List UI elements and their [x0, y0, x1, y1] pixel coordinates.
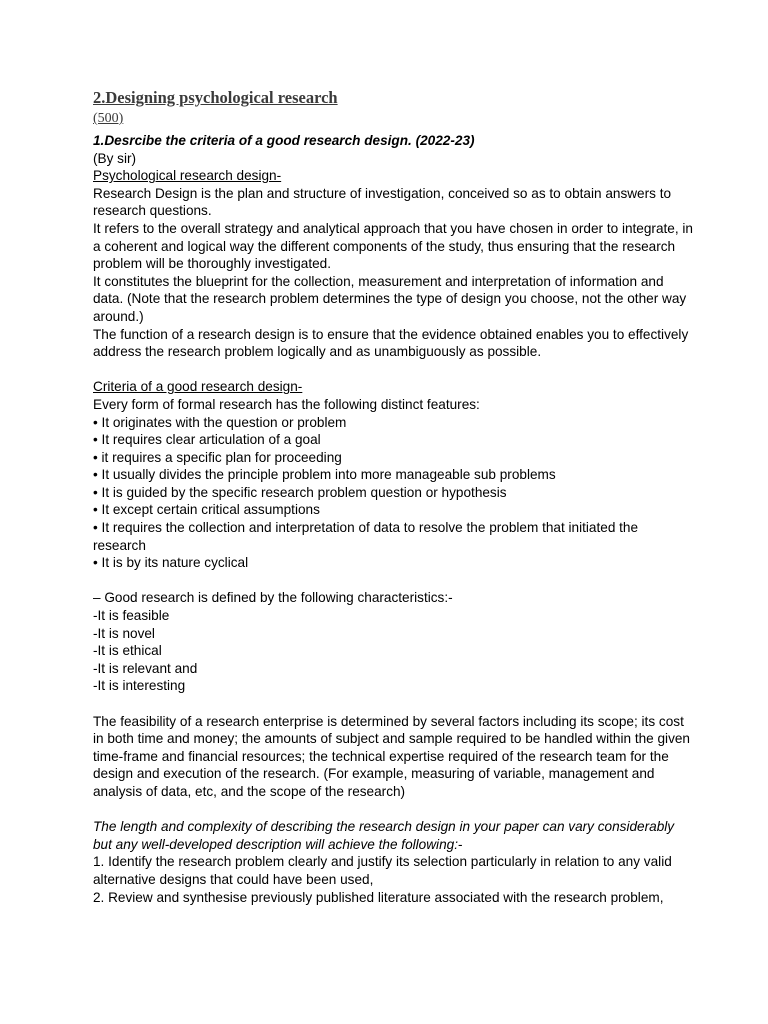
subheading-criteria: Criteria of a good research design-: [93, 379, 303, 395]
characteristic-item: -It is relevant and: [93, 660, 198, 676]
feature-item: • It except certain critical assumptions: [93, 502, 320, 518]
question-title: 1.Desrcibe the criteria of a good research design. (2022-23): [93, 133, 475, 148]
good-research-intro: – Good research is defined by the following characteristics:-: [93, 590, 453, 606]
paragraph-strategy: It refers to the overall strategy and analytical approach that you have chosen in order to integrate, in a coherent and logical way the different components of the study, thus ensuring that the research problem will be thoroughly investigated.: [93, 220, 693, 272]
paragraph-description-intro: [93, 818, 693, 853]
feature-item: • it requires a specific plan for proceeding: [93, 449, 342, 465]
numbered-item: 2. Review and synthesise previously published literature associated with the research problem,: [93, 889, 664, 905]
intro-dash: -: [457, 836, 463, 852]
subheading-design: Psychological research design-: [93, 168, 282, 184]
characteristic-item: -It is novel: [93, 625, 155, 641]
feature-item: • It is guided by the specific research problem question or hypothesis: [93, 484, 507, 500]
italic-intro-text: The length and complexity of describing the research design in your paper can vary considerably but any well-developed description will achieve the following:: [93, 819, 675, 852]
section-heading: 2.Designing psychological research: [93, 88, 338, 107]
paragraph-definition: Research Design is the plan and structure of investigation, conceived so as to obtain answers to research questions.: [93, 185, 672, 219]
feature-item: • It originates with the question or problem: [93, 414, 347, 430]
characteristic-item: -It is ethical: [93, 643, 162, 659]
marks-label: (500): [93, 111, 124, 126]
feature-item: • It requires clear articulation of a goal: [93, 432, 321, 448]
spacer: [93, 695, 693, 713]
feature-item: • It requires the collection and interpretation of data to resolve the problem that initiated the research: [93, 520, 639, 553]
features-intro: Every form of formal research has the following distinct features:: [93, 396, 480, 412]
paragraph-function: The function of a research design is to ensure that the evidence obtained enables you to effectively address the research problem logically and as unambiguously as possible.: [93, 326, 689, 360]
spacer: [93, 361, 693, 379]
numbered-item: 1. Identify the research problem clearly and justify its selection particularly in relation to any valid alternative designs that could have been used,: [93, 854, 672, 887]
spacer: [93, 801, 693, 819]
feature-item: • It usually divides the principle problem into more manageable sub problems: [93, 467, 556, 483]
paragraph-feasibility: The feasibility of a research enterprise is determined by several factors including its scope; its cost in both time and money; the amounts of subject and sample required to be handled within the given time-frame and financial resources; the technical expertise required of the research team for the design and execution of the research. (For example, measuring of variable, management and analysis of data, etc, and the scope of the research): [93, 713, 690, 799]
paragraph-blueprint: It constitutes the blueprint for the collection, measurement and interpretation of information and data. (Note that the research problem determines the type of design you choose, not the other way around.): [93, 273, 687, 324]
document-content: [93, 87, 693, 906]
characteristic-item: -It is feasible: [93, 608, 170, 624]
feature-item: • It is by its nature cyclical: [93, 555, 249, 571]
attribution: (By sir): [93, 150, 137, 166]
characteristic-item: -It is interesting: [93, 678, 186, 694]
spacer: [93, 572, 693, 590]
